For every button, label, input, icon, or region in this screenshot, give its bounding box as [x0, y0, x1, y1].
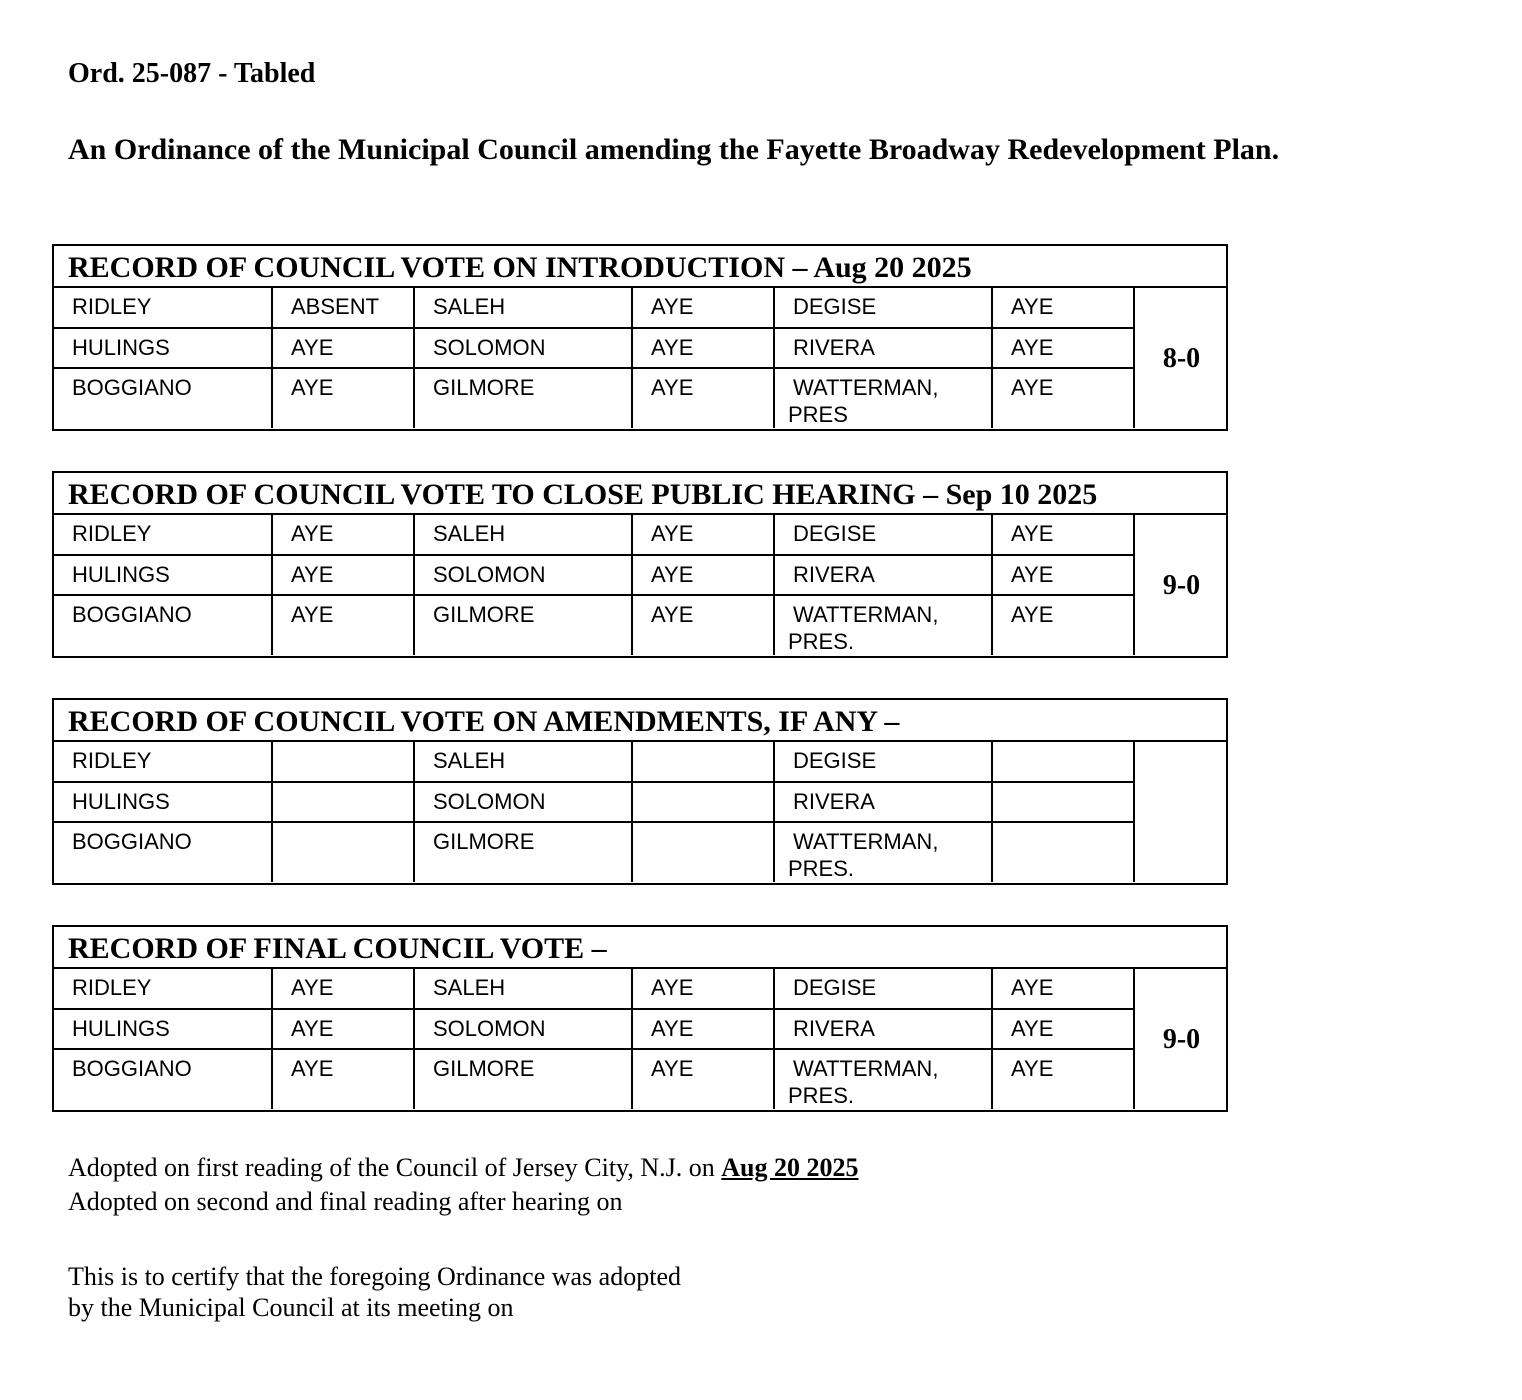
- vote-row: [54, 595, 1228, 655]
- vote-value: AYE: [992, 1009, 1134, 1049]
- vote-value: [272, 782, 414, 822]
- vote-value: AYE: [632, 288, 774, 328]
- ordinance-number: Ord. 25-087 - Tabled: [68, 58, 316, 89]
- certification-line-1: This is to certify that the foregoing Ordinance was adopted: [68, 1262, 681, 1291]
- council-member-name: SALEH: [414, 742, 632, 782]
- council-member-name: RIVERA: [774, 1009, 992, 1049]
- council-member-name: RIVERA: [774, 328, 992, 368]
- president-name-line: WATTERMAN,: [793, 375, 939, 400]
- council-member-name: BOGGIANO: [54, 368, 272, 428]
- vote-value: AYE: [992, 1049, 1134, 1109]
- vote-value: [272, 822, 414, 882]
- vote-value: AYE: [632, 969, 774, 1009]
- vote-value: AYE: [992, 515, 1134, 555]
- vote-value: [992, 822, 1134, 882]
- vote-value: AYE: [992, 555, 1134, 595]
- council-member-name: GILMORE: [414, 822, 632, 882]
- council-member-name: HULINGS: [54, 1009, 272, 1049]
- council-member-name: SALEH: [414, 969, 632, 1009]
- vote-value: AYE: [632, 1009, 774, 1049]
- vote-value: AYE: [992, 328, 1134, 368]
- council-member-name: SOLOMON: [414, 782, 632, 822]
- council-member-name: RIVERA: [774, 782, 992, 822]
- council-member-name: GILMORE: [414, 1049, 632, 1109]
- council-president-name: [774, 595, 992, 655]
- vote-value: [632, 782, 774, 822]
- president-suffix: PRES.: [788, 629, 855, 654]
- council-member-name: HULINGS: [54, 328, 272, 368]
- vote-row: [54, 515, 1228, 555]
- vote-row: [54, 288, 1228, 328]
- vote-row: [54, 328, 1228, 368]
- vote-value: AYE: [992, 969, 1134, 1009]
- amendments-vote-box: [52, 698, 1228, 885]
- vote-value: [992, 742, 1134, 782]
- vote-value: AYE: [272, 515, 414, 555]
- vote-value: ABSENT: [272, 288, 414, 328]
- vote-record-title: RECORD OF FINAL COUNCIL VOTE –: [54, 927, 1226, 969]
- vote-value: [272, 742, 414, 782]
- certification-line-2: by the Municipal Council at its meeting on: [68, 1293, 514, 1322]
- president-suffix: PRES.: [788, 856, 855, 881]
- vote-record-title: RECORD OF COUNCIL VOTE TO CLOSE PUBLIC HEARING – Sep 10 2025: [54, 473, 1226, 515]
- vote-value: AYE: [992, 288, 1134, 328]
- council-member-name: SOLOMON: [414, 328, 632, 368]
- vote-row: [54, 969, 1228, 1009]
- vote-row: [54, 555, 1228, 595]
- council-member-name: RIDLEY: [54, 288, 272, 328]
- vote-total: 9-0: [1162, 1023, 1201, 1055]
- vote-row: [54, 782, 1228, 822]
- council-member-name: BOGGIANO: [54, 1049, 272, 1109]
- council-member-name: SOLOMON: [414, 1009, 632, 1049]
- council-member-name: RIDLEY: [54, 742, 272, 782]
- vote-record-title: RECORD OF COUNCIL VOTE ON AMENDMENTS, IF ANY –: [54, 700, 1226, 742]
- vote-row: [54, 1009, 1228, 1049]
- vote-row: [54, 742, 1228, 782]
- council-member-name: SALEH: [414, 288, 632, 328]
- vote-value: AYE: [272, 368, 414, 428]
- vote-value: [632, 742, 774, 782]
- council-president-name: [774, 1049, 992, 1109]
- vote-record-title: RECORD OF COUNCIL VOTE ON INTRODUCTION – Aug 20 2025: [54, 246, 1226, 288]
- council-member-name: DEGISE: [774, 969, 992, 1009]
- vote-value: AYE: [272, 1009, 414, 1049]
- council-member-name: HULINGS: [54, 782, 272, 822]
- council-member-name: DEGISE: [774, 515, 992, 555]
- first-reading-line: [68, 1153, 859, 1183]
- council-member-name: BOGGIANO: [54, 822, 272, 882]
- council-member-name: RIDLEY: [54, 969, 272, 1009]
- council-member-name: SALEH: [414, 515, 632, 555]
- council-member-name: GILMORE: [414, 368, 632, 428]
- vote-value: AYE: [992, 368, 1134, 428]
- final-vote-box: [52, 925, 1228, 1112]
- council-member-name: GILMORE: [414, 595, 632, 655]
- council-president-name: [774, 368, 992, 428]
- vote-value: AYE: [632, 555, 774, 595]
- vote-row: [54, 1049, 1228, 1109]
- council-member-name: SOLOMON: [414, 555, 632, 595]
- vote-total: [1134, 742, 1228, 882]
- vote-value: AYE: [632, 515, 774, 555]
- council-member-name: BOGGIANO: [54, 595, 272, 655]
- first-reading-text: Adopted on first reading of the Council of Jersey City, N.J. on: [68, 1153, 722, 1182]
- vote-row: [54, 822, 1228, 882]
- vote-value: AYE: [632, 328, 774, 368]
- vote-value: AYE: [632, 1049, 774, 1109]
- vote-value: AYE: [272, 555, 414, 595]
- vote-value: AYE: [632, 595, 774, 655]
- vote-total: 9-0: [1162, 569, 1201, 601]
- close-hearing-vote-box: [52, 471, 1228, 658]
- president-name-line: WATTERMAN,: [793, 829, 939, 854]
- council-member-name: RIVERA: [774, 555, 992, 595]
- ordinance-title: An Ordinance of the Municipal Council amending the Fayette Broadway Redevelopment Plan.: [68, 133, 1280, 166]
- council-member-name: DEGISE: [774, 742, 992, 782]
- vote-value: [992, 782, 1134, 822]
- vote-table: [54, 515, 1228, 655]
- council-member-name: DEGISE: [774, 288, 992, 328]
- vote-row: [54, 368, 1228, 428]
- vote-value: AYE: [632, 368, 774, 428]
- vote-table: [54, 288, 1228, 428]
- vote-value: AYE: [992, 595, 1134, 655]
- vote-table: [54, 969, 1228, 1109]
- second-reading-line: Adopted on second and final reading after hearing on: [68, 1187, 623, 1216]
- first-reading-date: Aug 20 2025: [721, 1153, 859, 1182]
- vote-total: 8-0: [1162, 342, 1201, 374]
- president-name-line: WATTERMAN,: [793, 1056, 939, 1081]
- president-name-line: WATTERMAN,: [793, 602, 939, 627]
- council-member-name: HULINGS: [54, 555, 272, 595]
- vote-table: [54, 742, 1228, 882]
- president-suffix: PRES: [788, 402, 848, 427]
- vote-value: [632, 822, 774, 882]
- vote-value: AYE: [272, 595, 414, 655]
- vote-value: AYE: [272, 969, 414, 1009]
- president-suffix: PRES.: [788, 1083, 855, 1108]
- council-president-name: [774, 822, 992, 882]
- vote-value: AYE: [272, 1049, 414, 1109]
- council-member-name: RIDLEY: [54, 515, 272, 555]
- vote-value: AYE: [272, 328, 414, 368]
- introduction-vote-box: [52, 244, 1228, 431]
